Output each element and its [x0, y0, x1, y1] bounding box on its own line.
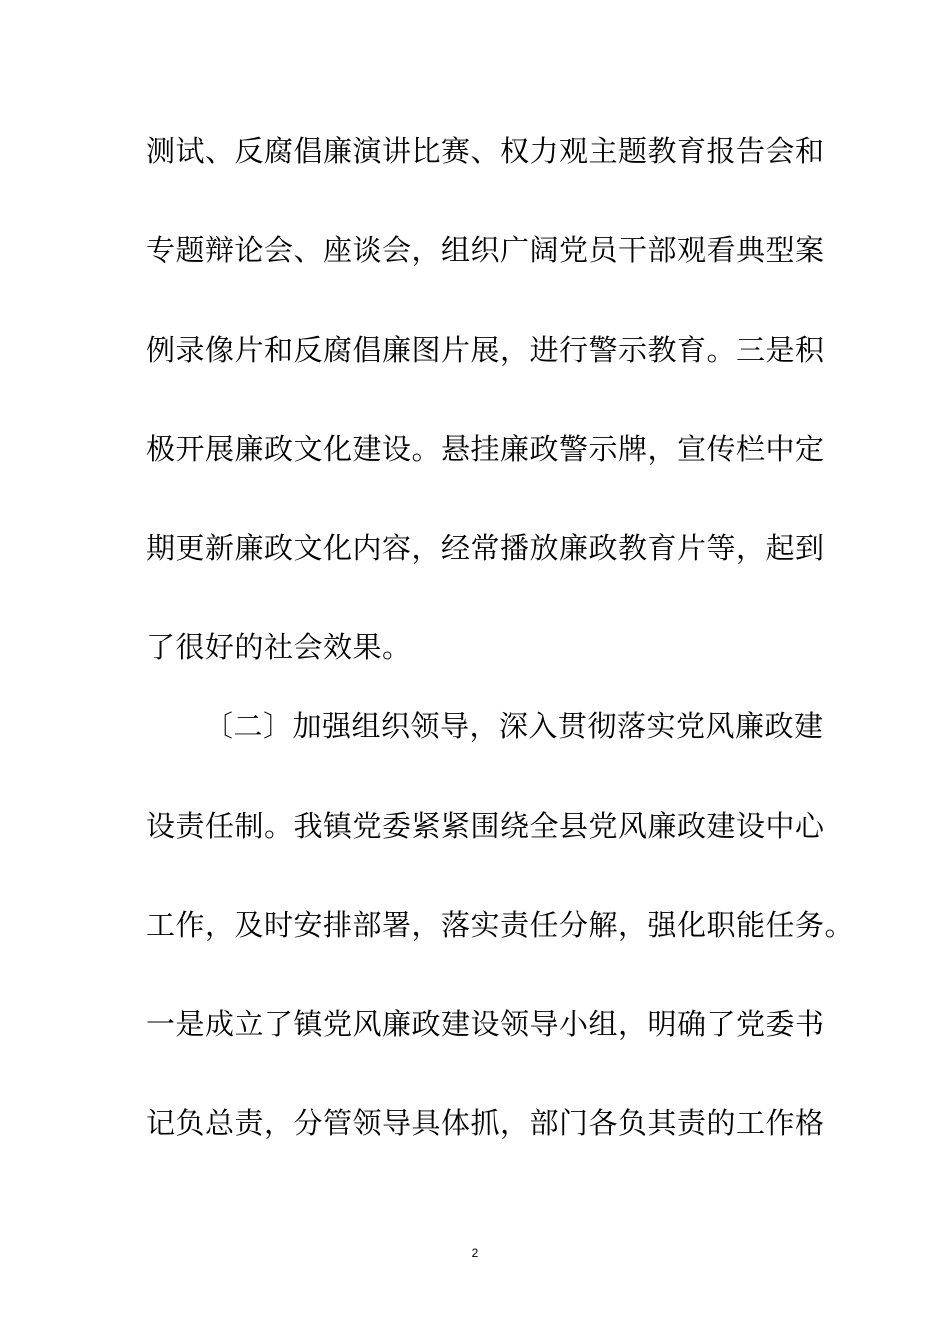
text-line-3: 例录像片和反腐倡廉图片展，进行警示教育。三是积	[146, 333, 825, 367]
text-line-9: 工作，及时安排部署，落实责任分解，强化职能任务。	[146, 908, 855, 942]
page-number: 2	[471, 1246, 479, 1260]
text-line-8: 设责任制。我镇党委紧紧围绕全县党风廉政建设中心	[146, 809, 825, 843]
text-line-11: 记负总责，分管领导具体抓，部门各负其责的工作格	[146, 1106, 825, 1140]
text-line-2: 专题辩论会、座谈会，组织广阔党员干部观看典型案	[146, 233, 825, 267]
text-line-5: 期更新廉政文化内容，经常播放廉政教育片等，起到	[146, 531, 825, 565]
text-line-4: 极开展廉政文化建设。悬挂廉政警示牌，宣传栏中定	[146, 432, 825, 466]
text-line-6: 了很好的社会效果。	[146, 630, 412, 664]
text-line-10: 一是成立了镇党风廉政建设领导小组，明确了党委书	[146, 1007, 825, 1041]
text-line-1: 测试、反腐倡廉演讲比赛、权力观主题教育报告会和	[146, 134, 825, 168]
section-heading-line: 〔二〕加强组织领导，深入贯彻落实党风廉政建	[204, 709, 824, 743]
